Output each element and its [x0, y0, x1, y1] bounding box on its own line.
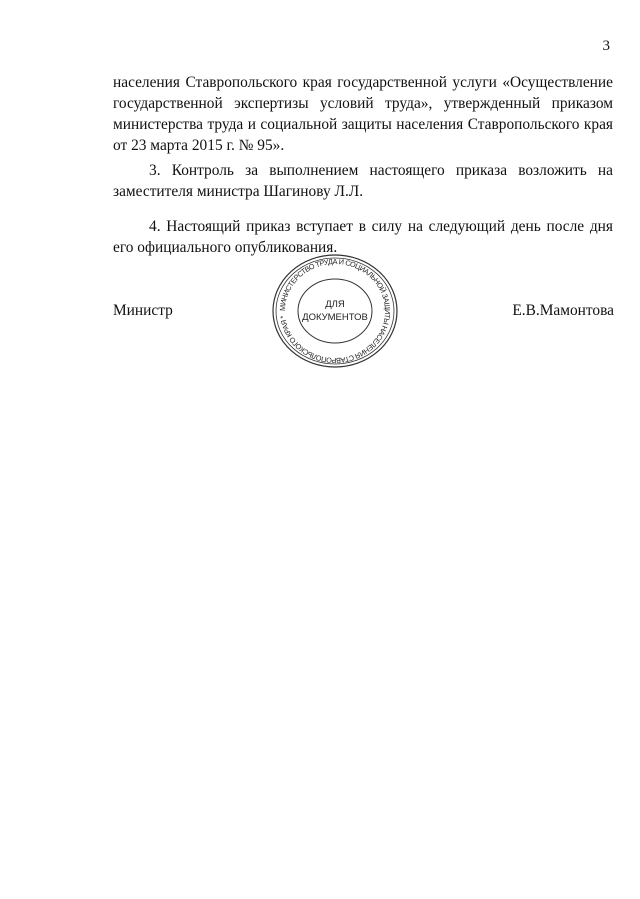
paragraph-control: 3. Контроль за выполнением настоящего приказа возложить на заместителя министра Шагинову Л.Л.	[113, 162, 613, 200]
page-number: 3	[602, 38, 610, 54]
stamp-outer-ring	[273, 255, 397, 367]
stamp-center-line2: ДОКУМЕНТОВ	[302, 312, 368, 323]
signatory-title: Министр	[113, 302, 173, 319]
stamp-center-ring	[298, 279, 372, 343]
paragraph-service-regulation: населения Ставропольского края государственной услуги «Осуществление государственной экспертизы условий труда», утвержденный приказом министерства труда и социальной защиты населения Ставропольского края от 23 марта 2015 г. № 95».	[113, 74, 613, 154]
official-stamp	[270, 252, 400, 370]
stamp-ring-text: МИНИСТЕРСТВО ТРУДА И СОЦИАЛЬНОЙ ЗАЩИТЫ НАСЕЛЕНИЯ СТАВРОПОЛЬСКОГО КРАЯ *	[277, 256, 393, 366]
signatory-name: Е.В.Мамонтова	[512, 302, 614, 319]
stamp-center-line1: ДЛЯ	[325, 299, 345, 310]
paragraph-effective-date: 4. Настоящий приказ вступает в силу на следующий день после дня его официального опубликования.	[113, 218, 613, 256]
